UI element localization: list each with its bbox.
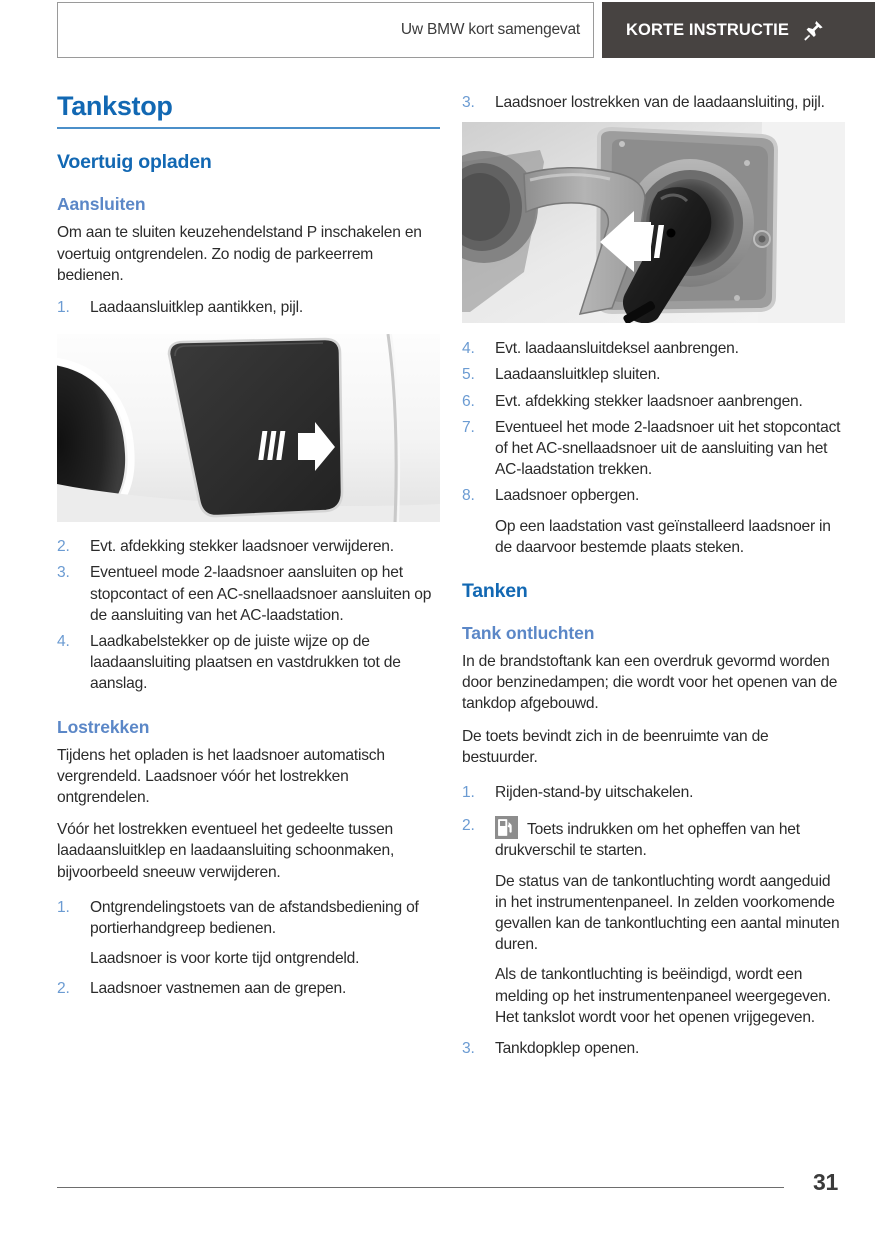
tanken-paragraph-2: De toets bevindt zich in de beenruimte van de bestuurder. bbox=[462, 727, 769, 766]
list-subtext: Laadsnoer is voor korte tijd ontgrendeld. bbox=[90, 950, 360, 968]
list-item bbox=[462, 1038, 845, 1059]
charging-flap-photo bbox=[57, 334, 440, 522]
fuel-pump-icon bbox=[495, 816, 518, 839]
list-number: 2. bbox=[462, 817, 475, 835]
list-text: Toets indrukken om het opheffen van het drukverschil te starten. bbox=[495, 821, 800, 860]
list-item bbox=[57, 897, 440, 970]
list-number: 3. bbox=[462, 94, 475, 111]
list-item bbox=[57, 631, 440, 695]
steps-connect-pre bbox=[57, 297, 440, 318]
chapter-tab[interactable] bbox=[602, 2, 875, 58]
charging-cable-photo bbox=[462, 122, 845, 323]
list-number: 7. bbox=[462, 418, 475, 436]
list-number: 1. bbox=[462, 784, 475, 802]
list-item bbox=[462, 815, 845, 1028]
footer-rule bbox=[57, 1187, 784, 1188]
list-number: 8. bbox=[462, 487, 475, 505]
list-number: 1. bbox=[57, 898, 70, 916]
tanken-paragraph-1: In de brandstoftank kan een overdruk gevormd worden door benzinedampen; die wordt voor het openen van de tankdop afgebouwd. bbox=[462, 653, 838, 713]
list-item bbox=[462, 782, 845, 803]
section-heading-tanken: Tanken bbox=[462, 580, 528, 603]
lostrekken-paragraph-1: Tijdens het opladen is het laadsnoer automatisch vergrendeld. Laadsnoer vóór het lostrekken ontgrendelen. bbox=[57, 746, 385, 806]
breadcrumb-label: Uw BMW kort samengevat bbox=[400, 21, 580, 38]
list-item bbox=[462, 338, 845, 359]
steps-disconnect-cont bbox=[462, 92, 845, 113]
list-text: Laadaansluitklep aantikken, pijl. bbox=[90, 298, 303, 316]
list-text: Laadsnoer lostrekken van de laadaansluiting, pijl. bbox=[495, 94, 825, 111]
list-item bbox=[462, 92, 845, 113]
sub-heading-tank-ontluchten: Tank ontluchten bbox=[462, 623, 595, 644]
list-text: Evt. laadaansluitdeksel aanbrengen. bbox=[495, 340, 739, 358]
list-subtext: Op een laadstation vast geïnstalleerd laadsnoer in de daarvoor bestemde plaats steken. bbox=[495, 517, 831, 556]
list-subtext: Als de tankontluchting is beëindigd, wordt een melding op het instrumentenpaneel weergegeven. Het tankslot wordt voor het openen vrijgegeven. bbox=[495, 966, 831, 1026]
list-number: 4. bbox=[462, 340, 475, 358]
list-number: 6. bbox=[462, 392, 475, 410]
list-number: 2. bbox=[57, 980, 70, 998]
list-item bbox=[57, 297, 440, 318]
intro-paragraph: Om aan te sluiten keuzehendelstand P inschakelen en voertuig ontgrendelen. Zo nodig de parkeerrem bedienen. bbox=[57, 224, 422, 284]
right-column bbox=[462, 92, 845, 1069]
list-item bbox=[462, 391, 845, 412]
list-text: Laadaansluitklep sluiten. bbox=[495, 366, 661, 384]
list-number: 5. bbox=[462, 366, 475, 384]
title-rule bbox=[57, 127, 440, 129]
list-text: Tankdopklep openen. bbox=[495, 1040, 640, 1058]
page-title: Tankstop bbox=[57, 91, 173, 121]
list-text: Evt. afdekking stekker laadsnoer aanbrengen. bbox=[495, 392, 803, 410]
sub-heading-lostrekken: Lostrekken bbox=[57, 716, 150, 737]
list-text: Laadsnoer opbergen. bbox=[495, 487, 640, 505]
page-number: 31 bbox=[813, 1169, 838, 1195]
list-text: Ontgrendelingstoets van de afstandsbediening of portierhandgreep bedienen. bbox=[90, 898, 419, 937]
list-number: 2. bbox=[57, 538, 70, 556]
list-number: 4. bbox=[57, 632, 70, 650]
list-text: Rijden-stand-by uitschakelen. bbox=[495, 784, 694, 802]
list-item bbox=[462, 485, 845, 558]
left-column bbox=[57, 92, 440, 1010]
steps-finish bbox=[462, 338, 845, 558]
list-number: 1. bbox=[57, 298, 70, 316]
list-item bbox=[57, 978, 440, 999]
list-text: Laadsnoer vastnemen aan de grepen. bbox=[90, 980, 347, 998]
steps-tank-ontluchten bbox=[462, 782, 845, 1059]
list-text: Eventueel mode 2-laadsnoer aansluiten op het stopcontact of een AC-snellaadsnoer aansluiten op de aansluiting van het AC-laadstation. bbox=[90, 564, 432, 624]
list-item bbox=[57, 562, 440, 626]
chapter-tab-label: KORTE INSTRUCTIE bbox=[626, 20, 789, 39]
list-item bbox=[57, 536, 440, 557]
list-text: Laadkabelstekker op de juiste wijze op de laadaansluiting plaatsen en vastdrukken tot de aanslag. bbox=[90, 632, 401, 693]
list-number: 3. bbox=[462, 1040, 475, 1058]
page-header bbox=[0, 0, 875, 60]
list-subtext: De status van de tankontluchting wordt aangeduid in het instrumentenpaneel. In zelden voorkomende gevallen kan de tankontluchting een aantal minuten duren. bbox=[495, 872, 840, 954]
steps-disconnect bbox=[57, 897, 440, 1000]
list-text: Evt. afdekking stekker laadsnoer verwijderen. bbox=[90, 538, 394, 556]
lostrekken-paragraph-2: Vóór het lostrekken eventueel het gedeelte tussen laadaansluitklep en laadaansluiting schoonmaken, bijvoorbeeld sneeuw verwijderen. bbox=[57, 821, 395, 881]
sub-heading-aansluiten: Aansluiten bbox=[57, 194, 146, 215]
steps-connect-post bbox=[57, 536, 440, 694]
list-number: 3. bbox=[57, 564, 70, 582]
page-footer bbox=[0, 1169, 875, 1241]
list-item bbox=[462, 417, 845, 481]
section-heading-voertuig-opladen: Voertuig opladen bbox=[57, 151, 212, 174]
breadcrumb bbox=[57, 2, 594, 58]
list-item bbox=[462, 364, 845, 385]
list-text: Eventueel het mode 2-laadsnoer uit het stopcontact of het AC-snellaadsnoer uit de aansluiting van het AC-laadstation trekken. bbox=[495, 418, 841, 479]
pushpin-icon bbox=[803, 19, 825, 41]
